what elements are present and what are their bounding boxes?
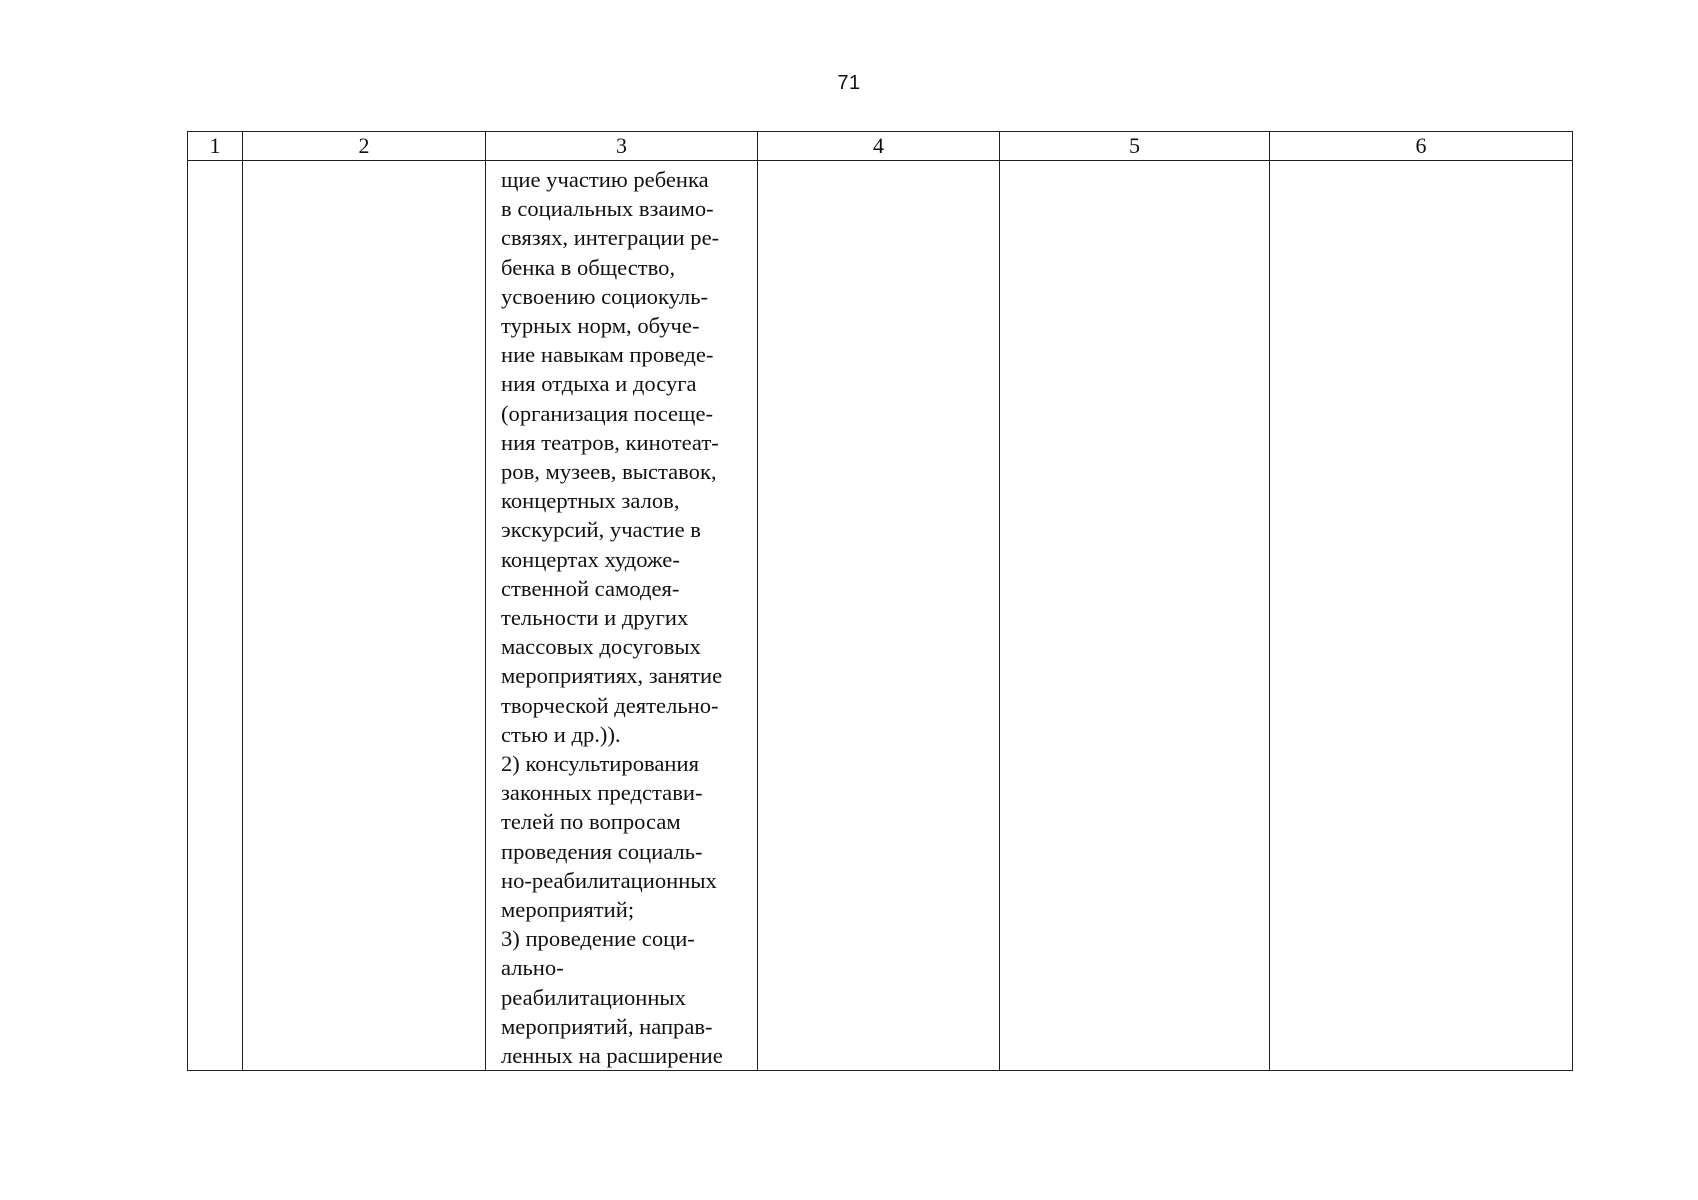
text-line: щие участию ребенка — [501, 167, 709, 192]
text-line: мероприятиях, занятие — [501, 663, 723, 689]
column-header-5: 5 — [1000, 132, 1270, 161]
text-line: в социальных взаимо- — [501, 196, 714, 222]
column-header-4: 4 — [758, 132, 1000, 161]
column-3-text — [486, 161, 757, 1070]
text-line: связях, интеграции ре- — [501, 225, 720, 251]
text-line: тельности и других — [501, 605, 689, 631]
text-line: массовых досуговых — [501, 634, 701, 660]
page-number: 71 — [837, 72, 861, 94]
text-line: 3) проведение соци- — [501, 926, 695, 952]
cell-col-5 — [1000, 161, 1270, 1071]
text-line: ров, музеев, выставок, — [501, 459, 717, 485]
text-line: ние навыкам проведе- — [501, 342, 714, 368]
text-line: ленных на расширение — [501, 1043, 723, 1069]
cell-col-6 — [1270, 161, 1573, 1071]
text-line: концертных залов, — [501, 488, 680, 514]
text-line: ния театров, кинотеат- — [501, 429, 719, 455]
text-line: усвоению социокуль- — [501, 283, 709, 309]
cell-col-4 — [758, 161, 1000, 1071]
header-row — [188, 132, 1573, 161]
text-line: телей по вопросам — [501, 809, 681, 835]
text-line: но-реабилитационных — [501, 867, 717, 893]
column-header-2: 2 — [243, 132, 486, 161]
text-line: проведения социаль- — [501, 838, 703, 864]
text-line: мероприятий; — [501, 897, 635, 923]
text-line: турных норм, обуче- — [501, 313, 700, 339]
text-line: концертах художе- — [501, 546, 680, 572]
text-line: стью и др.)). — [501, 721, 621, 747]
text-line: реабилитационных — [501, 984, 686, 1010]
cell-col-3 — [486, 161, 758, 1071]
cell-col-2 — [243, 161, 486, 1071]
text-line: мероприятий, направ- — [501, 1013, 713, 1039]
text-line: ально- — [501, 955, 564, 981]
column-header-1: 1 — [188, 132, 243, 161]
text-line: законных представи- — [501, 780, 703, 806]
text-line: 2) консультирования — [501, 751, 699, 777]
text-line: бенка в общество, — [501, 254, 676, 280]
text-line: ственной самодея- — [501, 575, 680, 601]
table-row — [188, 161, 1573, 1071]
column-header-3: 3 — [486, 132, 758, 161]
column-header-6: 6 — [1270, 132, 1573, 161]
text-line: (организация посеще- — [501, 400, 714, 426]
text-line: творческой деятельно- — [501, 692, 719, 718]
text-line: ния отдыха и досуга — [501, 371, 697, 397]
text-line: экскурсий, участие в — [501, 517, 701, 543]
cell-col-1 — [188, 161, 243, 1071]
document-table — [187, 131, 1573, 1071]
